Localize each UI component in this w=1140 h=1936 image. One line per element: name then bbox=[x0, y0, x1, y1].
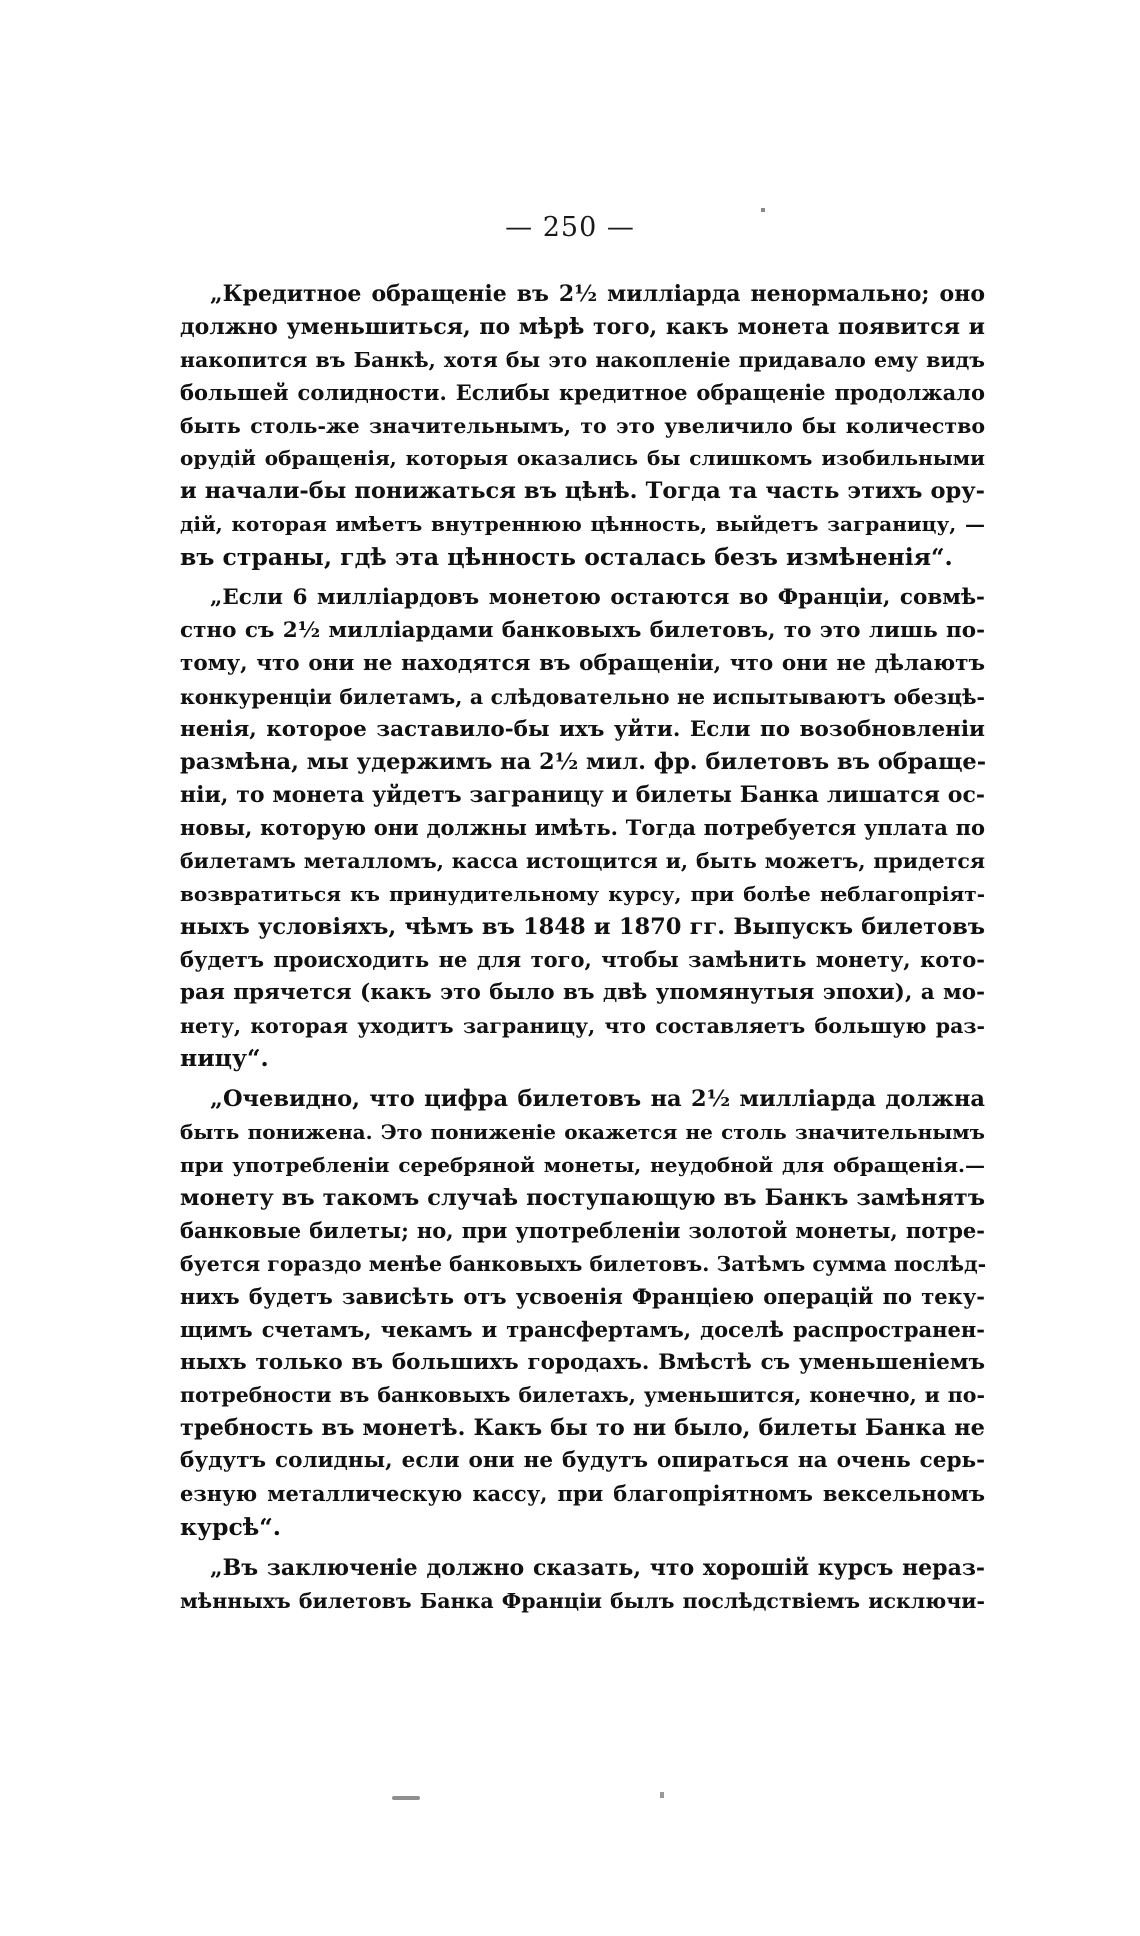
text-line: курсѣ“. bbox=[180, 1512, 281, 1541]
text-line: большей солидности. Еслибы кредитное обращеніе продолжало bbox=[180, 379, 985, 405]
text-line: конкуренціи билетамъ, а слѣдовательно не испытываютъ обезцѣ- bbox=[180, 684, 985, 709]
text-line: тому, что они не находятся въ обращеніи, что они не дѣлаютъ bbox=[180, 650, 985, 676]
text-line: „Если 6 милліардовъ монетою остаются во Франціи, совмѣ- bbox=[210, 585, 985, 611]
text-line: „Очевидно, что цифра билетовъ на 2½ милліарда должна bbox=[210, 1086, 985, 1113]
text-line: буется гораздо менѣе банковыхъ билетовъ. Затѣмъ сумма послѣд- bbox=[180, 1251, 987, 1276]
text-line: требность въ монетѣ. Какъ бы то ни было, билеты Банка не bbox=[180, 1415, 985, 1442]
text-line: нихъ будетъ зависѣть отъ усвоенія Франціею операцій по теку- bbox=[180, 1283, 985, 1309]
text-line: рая прячется (какъ это было въ двѣ упомянутыя эпохи), а мо- bbox=[180, 979, 985, 1005]
text-line: билетамъ металломъ, касса истощится и, быть можетъ, придется bbox=[180, 849, 985, 874]
text-line: при употребленіи серебряной монеты, неудобной для обращенія.— bbox=[180, 1153, 985, 1178]
page-number: — 250 — bbox=[505, 212, 635, 243]
print-speck bbox=[392, 1796, 420, 1800]
paragraph-gap bbox=[180, 1544, 985, 1552]
text-line: ненія, которое заставило-бы ихъ уйти. Если по возобновленіи bbox=[180, 716, 985, 742]
text-line: дій, которая имѣетъ внутреннюю цѣнность, выйдетъ заграницу, — bbox=[180, 512, 985, 537]
text-line: быть понижена. Это пониженіе окажется не столь значительнымъ bbox=[180, 1120, 985, 1145]
text-line: ныхъ только въ большихъ городахъ. Вмѣстѣ съ уменьшеніемъ bbox=[180, 1349, 985, 1375]
text-line: банковые билеты; но, при употребленіи золотой монеты, потре- bbox=[180, 1217, 985, 1243]
text-line: ницу“. bbox=[180, 1044, 269, 1073]
paragraph bbox=[180, 278, 985, 574]
paragraph-gap bbox=[180, 1075, 985, 1083]
text-line: потребности въ банковыхъ билетахъ, уменьшится, конечно, и по- bbox=[180, 1383, 985, 1408]
text-line: стно съ 2½ милліардами банковыхъ билетовъ, то это лишь по- bbox=[180, 617, 985, 643]
body-text bbox=[180, 278, 985, 1618]
text-line: должно уменьшиться, по мѣрѣ того, какъ монета появится и bbox=[180, 313, 985, 340]
text-line: ныхъ условіяхъ, чѣмъ въ 1848 и 1870 гг. Выпускъ билетовъ bbox=[180, 913, 985, 940]
text-line: быть столь-же значительнымъ, то это увеличило бы количество bbox=[180, 413, 985, 438]
text-line: ніи, то монета уйдетъ заграницу и билеты Банка лишатся ос- bbox=[180, 782, 985, 809]
text-line: монету въ такомъ случаѣ поступающую въ Банкъ замѣнятъ bbox=[180, 1185, 985, 1212]
paragraph bbox=[180, 1552, 985, 1618]
text-line: будетъ происходить не для того, чтобы замѣнить монету, кото- bbox=[180, 946, 985, 972]
text-line: размѣна, мы удержимъ на 2½ мил. фр. билетовъ въ обраще- bbox=[180, 749, 987, 776]
text-line: нету, которая уходитъ заграницу, что составляетъ большую раз- bbox=[180, 1013, 985, 1038]
text-line: щимъ счетамъ, чекамъ и трансфертамъ, доселѣ распространен- bbox=[180, 1316, 985, 1342]
text-line: орудій обращенія, которыя оказались бы слишкомъ изобильными bbox=[180, 446, 985, 471]
text-line: и начали-бы понижаться въ цѣнѣ. Тогда та часть этихъ ору- bbox=[180, 478, 985, 505]
text-line: возвратиться къ принудительному курсу, при болѣе неблагопріят- bbox=[180, 882, 985, 907]
paragraph-gap bbox=[180, 574, 985, 582]
paragraph bbox=[180, 1083, 985, 1543]
print-speck bbox=[660, 1792, 664, 1798]
text-line: будутъ солидны, если они не будутъ опираться на очень серь- bbox=[180, 1448, 985, 1474]
text-line: мѣнныхъ билетовъ Банка Франціи былъ послѣдствіемъ исключи- bbox=[180, 1588, 985, 1613]
paragraph bbox=[180, 582, 985, 1075]
text-line: езную металлическую кассу, при благопріятномъ вексельномъ bbox=[180, 1481, 985, 1507]
text-line: „Кредитное обращеніе въ 2½ милліарда ненормально; оно bbox=[210, 281, 985, 307]
text-line: „Въ заключеніе должно сказать, что хорошій курсъ нераз- bbox=[210, 1554, 985, 1581]
text-line: въ страны, гдѣ эта цѣнность осталась безъ измѣненія“. bbox=[180, 543, 953, 572]
text-line: новы, которую они должны имѣть. Тогда потребуется уплата по bbox=[180, 815, 985, 841]
text-line: накопится въ Банкѣ, хотя бы это накопленіе придавало ему видъ bbox=[180, 347, 985, 372]
